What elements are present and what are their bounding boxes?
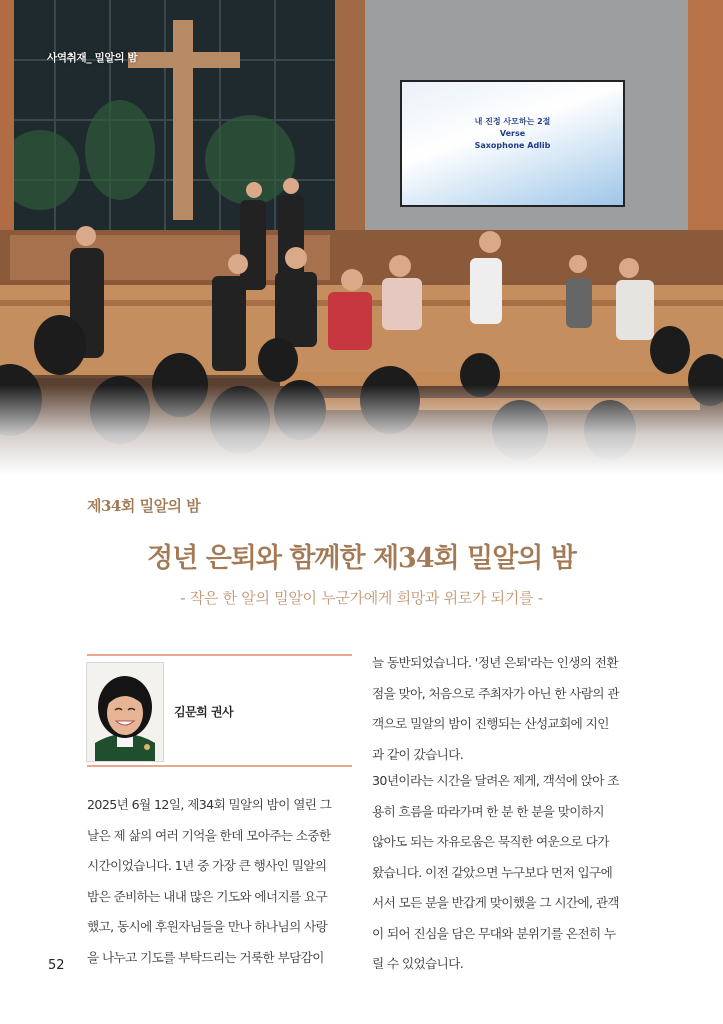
screen-line: Saxophone Adlib [474, 141, 551, 150]
author-portrait [87, 663, 163, 761]
text-line: 이 되어 진심을 담은 무대와 분위기를 온전히 누 [372, 925, 616, 941]
projection-screen [400, 80, 625, 207]
section-label: 사역취재_ 밀알의 밤 [47, 52, 138, 64]
text-line: 2025년 6월 12일, 제34회 밀알의 밤이 열린 그 [87, 797, 332, 812]
text-line: 밤은 준비하는 내내 많은 기도와 에너지를 요구 [87, 888, 328, 904]
author-rule-bottom [87, 765, 352, 767]
text-line: 과 같이 갔습니다. [372, 746, 464, 762]
hero-photo [0, 0, 723, 475]
paragraph-3 [372, 766, 619, 980]
text-line: 객으로 밀알의 밤이 진행되는 산성교회에 지인 [372, 716, 609, 731]
page-number: 52 [48, 958, 65, 973]
text-line: 30년이라는 시간을 달려온 제게, 객석에 앉아 조 [372, 773, 619, 788]
paragraph-2 [372, 648, 619, 770]
text-line: 않아도 되는 자유로움은 묵직한 여운으로 다가 [372, 834, 609, 849]
screen-lyrics [402, 116, 623, 152]
author-photo [86, 662, 164, 762]
article-subhead: 제34회 밀알의 밤 [87, 497, 201, 515]
text-line: 늘 동반되었습니다. '정년 은퇴'라는 인생의 전환 [372, 655, 618, 670]
author-name: 김문희 권사 [174, 705, 234, 719]
text-line: 왔습니다. 이전 같았으면 누구보다 먼저 입구에 [372, 864, 613, 880]
screen-line: 내 진정 사모하는 2절 [474, 117, 551, 126]
text-line: 했고, 동시에 후원자님들을 만나 하나님의 사랑 [87, 919, 328, 934]
text-line: 점을 맞아, 처음으로 주최자가 아닌 한 사람의 관 [372, 685, 619, 701]
paragraph-1 [87, 790, 331, 973]
article-subtitle: - 작은 한 알의 밀알이 누군가에게 희망과 위로가 되기를 - [180, 589, 543, 607]
text-line: 을 나누고 기도를 부탁드리는 거룩한 부담감이 [87, 949, 324, 965]
author-rule-top [87, 654, 352, 656]
text-line: 시간이었습니다. 1년 중 가장 큰 행사인 밀알의 [87, 858, 327, 873]
article-title: 정년 은퇴와 함께한 제34회 밀알의 밤 [147, 543, 576, 574]
text-line: 릴 수 있었습니다. [372, 956, 464, 971]
hero-fade [0, 385, 723, 475]
screen-line: Verse [499, 129, 526, 138]
text-line: 서서 모든 분을 반갑게 맞이했을 그 시간에, 관객 [372, 895, 619, 910]
text-line: 용히 흐름을 따라가며 한 분 한 분을 맞이하지 [372, 803, 605, 819]
text-line: 날은 제 삶의 여러 기억을 한데 모아주는 소중한 [87, 827, 331, 843]
